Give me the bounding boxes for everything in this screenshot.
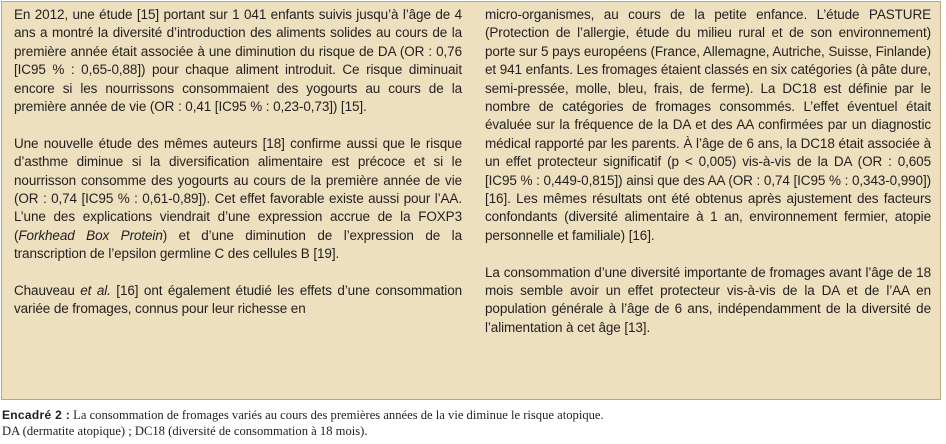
caption-label: Encadré 2 : [2,408,70,422]
caption-text: La consommation de fromages variés au cours des premières années de la vie diminue le risque atopique. [70,408,604,422]
italic-et-al: et al. [80,283,111,299]
caption-note: DA (dermatite atopique) ; DC18 (diversité de consommation à 18 mois). [2,423,368,438]
paragraph-5: La consommation d’une diversité importante de fromages avant l’âge de 18 mois semble avoir un effet protecteur vis-à-vis de la DA et de l’AA en population générale à l’âge de 6 ans, indépendamment de la diversité de l’alimentation à cet âge [13]. [485,264,931,335]
italic-term: Forkhead Box Protein [18,227,163,243]
paragraph-4: micro-organismes, au cours de la petite enfance. L’étude PASTURE (Protection de l’allergie, étude du milieu rural et de son environnement) porte sur 5 pays européens (France, Allemagne, Autriche, Suisse, Finlande) et 941 enfants. Les fromages étaient classés en six catégories (à pâte dure, semi-pressée, molle, bleu, frais, de ferme). La DC18 est définie par le nombre de catégories de fromages consommés. L’effet éventuel était évaluée sur la fréquence de la DA et des AA confirmées par un diagnostic médical rapporté par les parents. À l’âge de 6 ans, la DC18 était associée à un effet protecteur significatif (p < 0,005) vis-à-vis de la DA (OR : 0,605 [IC95 % : 0,449-0,815]) ainsi que des AA (OR : 0,74 [IC95 % : 0,343-0,990]) [16]. Les mêmes résultats ont été obtenus après ajustement des facteurs confondants (diversité alimentaire à 1 an, environnement fermier, atopie personnelle et familiale) [16]. [485,7,931,243]
caption-line [2,408,942,424]
encadre-box [1,1,941,400]
right-column [485,6,931,356]
paragraph-2: Une nouvelle étude des mêmes auteurs [18] confirme aussi que le risque d’asthme diminue si la diversification alimentaire est précoce et si le nourrisson consomme des yogourts au cours de la première année de vie (OR : 0,74 [IC95 % : 0,61-0,89]). Cet effet favorable existe aussi pour l’AA. L’une des explications viendrait d’une expression accrue de la FOXP3 (Forkhead Box Protein) et d’une diminution de l’expression de la transcription de l’epsilon germline C des cellules B [19]. [14,135,462,262]
paragraph-3: Chauveau et al. [16] ont également étudié les effets d’une consommation variée de fromages, connus pour leur richesse en [14,283,463,317]
box-caption [2,408,942,439]
paragraph-1: En 2012, une étude [15] portant sur 1 041 enfants suivis jusqu’à l’âge de 4 ans a montré la diversité d’introduction des aliments solides au cours de la première année était associée à une diminution du risque de DA (OR : 0,76 [IC95 % : 0,65-0,88]) pour chaque aliment introduit. Ce risque diminuait encore si les nourrissons consommaient des yogourts au cours de la première année de vie (OR : 0,41 [IC95 % : 0,23-0,73]) [15]. [14,7,462,115]
left-column [14,6,462,337]
